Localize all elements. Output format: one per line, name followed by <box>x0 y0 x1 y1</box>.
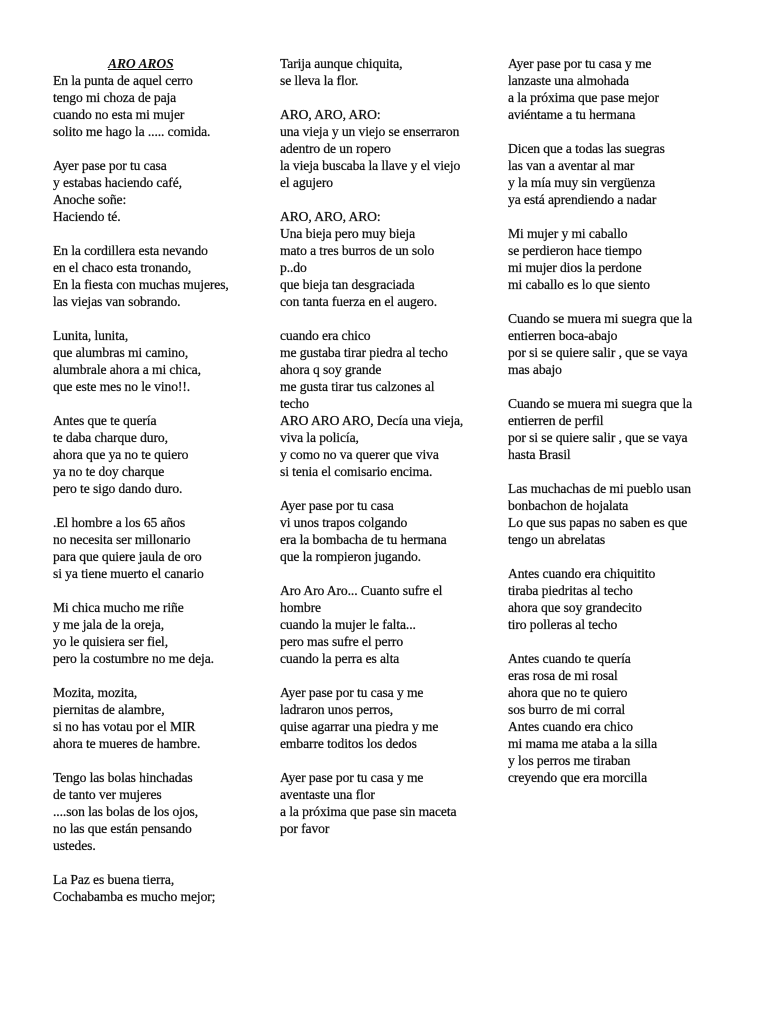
verse-line: p..do <box>280 260 307 275</box>
verse-line: y estabas haciendo café, <box>53 175 182 190</box>
verse-line: a la próxima que pase sin maceta <box>280 804 457 819</box>
verse-line: yo le quisiera ser fiel, <box>53 634 168 649</box>
verse-line: bonbachon de hojalata <box>508 498 629 513</box>
column-1 <box>53 55 275 922</box>
verse-line: Haciendo té. <box>53 209 121 224</box>
verse-line: y la mía muy sin vergüenza <box>508 175 656 190</box>
verse-line: que bieja tan desgraciada <box>280 277 415 292</box>
verse-line: pero la costumbre no me deja. <box>53 651 214 666</box>
verse-line: mas abajo <box>508 362 562 377</box>
verse-line: entierren de perfil <box>508 413 604 428</box>
verse-line: a la próxima que pase mejor <box>508 90 659 105</box>
verse-line: Ayer pase por tu casa y me <box>508 56 652 71</box>
verse-line: ladraron unos perros, <box>280 702 394 717</box>
verse-line: Anoche soñe: <box>53 192 127 207</box>
verse-line: que alumbras mi camino, <box>53 345 189 360</box>
verse-line: ya está aprendiendo a nadar <box>508 192 657 207</box>
verse-line: si no has votau por el MIR <box>53 719 196 734</box>
verse-line: pero mas sufre el perro <box>280 634 404 649</box>
verse-line: en el chaco esta tronando, <box>53 260 192 275</box>
verse-line: era la bombacha de tu hermana <box>280 532 447 547</box>
verse-line: Ayer pase por tu casa <box>53 158 167 173</box>
verse-line: te daba charque duro, <box>53 430 168 445</box>
verse-line: con tanta fuerza en el augero. <box>280 294 438 309</box>
verse-line: me gusta tirar tus calzones al <box>280 379 435 394</box>
verse-line: cuando no esta mi mujer <box>53 107 185 122</box>
verse-line: Lo que sus papas no saben es que <box>508 515 688 530</box>
verse-line: Dicen que a todas las suegras <box>508 141 665 156</box>
verse-line: entierren boca-abajo <box>508 328 618 343</box>
stanza <box>280 497 500 565</box>
verse-line: Antes cuando era chico <box>508 719 633 734</box>
stanza <box>280 55 500 89</box>
stanza <box>53 599 275 667</box>
verse-line: tiraba piedritas al techo <box>508 583 633 598</box>
verse-line: me gustaba tirar piedra al techo <box>280 345 448 360</box>
verse-line: alumbrale ahora a mi chica, <box>53 362 201 377</box>
stanza <box>508 55 728 123</box>
verse-line: Mozita, mozita, <box>53 685 138 700</box>
verse-line: ahora q soy grande <box>280 362 382 377</box>
verse-line: solito me hago la ..... comida. <box>53 124 211 139</box>
verse-line: Ayer pase por tu casa y me <box>280 685 424 700</box>
stanza <box>508 310 728 378</box>
verse-line: ARO, ARO, ARO: <box>280 107 381 122</box>
verse-line: tengo mi choza de paja <box>53 90 177 105</box>
verse-line: mi mujer dios la perdone <box>508 260 642 275</box>
stanza <box>53 514 275 582</box>
verse-line: mato a tres burros de un solo <box>280 243 435 258</box>
verse-line: En la punta de aquel cerro <box>53 73 193 88</box>
verse-line: vi unos trapos colgando <box>280 515 408 530</box>
verse-line: adentro de un ropero <box>280 141 391 156</box>
verse-line: si ya tiene muerto el canario <box>53 566 204 581</box>
stanza <box>508 650 728 786</box>
verse-line: Antes cuando era chiquitito <box>508 566 656 581</box>
verse-line: embarre toditos los dedos <box>280 736 417 751</box>
verse-line: Antes que te quería <box>53 413 157 428</box>
stanza <box>53 412 275 497</box>
verse-line: Tarija aunque chiquita, <box>280 56 403 71</box>
verse-line: ahora que soy grandecito <box>508 600 642 615</box>
verse-line: pero te sigo dando duro. <box>53 481 183 496</box>
verse-line: La Paz es buena tierra, <box>53 872 175 887</box>
verse-line: Tengo las bolas hinchadas <box>53 770 193 785</box>
verse-line: las viejas van sobrando. <box>53 294 181 309</box>
verse-line: Cochabamba es mucho mejor; <box>53 889 216 904</box>
verse-line: Una bieja pero muy bieja <box>280 226 415 241</box>
verse-line: cuando era chico <box>280 328 371 343</box>
verse-line: se lleva la flor. <box>280 73 359 88</box>
verse-line: Mi chica mucho me riñe <box>53 600 184 615</box>
verse-line: aventaste una flor <box>280 787 375 802</box>
verse-line: piernitas de alambre, <box>53 702 165 717</box>
stanza <box>280 208 500 310</box>
verse-line: ahora que ya no te quiero <box>53 447 189 462</box>
verse-line: aviéntame a tu hermana <box>508 107 636 122</box>
verse-line: ....son las bolas de los ojos, <box>53 804 199 819</box>
verse-line: ahora te mueres de hambre. <box>53 736 201 751</box>
verse-line: Aro Aro Aro... Cuanto sufre el <box>280 583 443 598</box>
stanza <box>508 225 728 293</box>
verse-line: una vieja y un viejo se enserraron <box>280 124 460 139</box>
verse-line: sos burro de mi corral <box>508 702 626 717</box>
verse-line: hombre <box>280 600 321 615</box>
stanza <box>280 106 500 191</box>
verse-line: por favor <box>280 821 330 836</box>
verse-line: Antes cuando te quería <box>508 651 631 666</box>
verse-line: ahora que no te quiero <box>508 685 628 700</box>
stanza <box>53 769 275 854</box>
stanza <box>508 140 728 208</box>
verse-line: la vieja buscaba la llave y el viejo <box>280 158 461 173</box>
verse-line: el agujero <box>280 175 333 190</box>
stanza <box>53 157 275 225</box>
document-title: ARO AROS <box>108 56 174 71</box>
verse-line: para que quiere jaula de oro <box>53 549 202 564</box>
verse-line: ARO, ARO, ARO: <box>280 209 381 224</box>
verse-line: hasta Brasil <box>508 447 571 462</box>
verse-line: y los perros me tiraban <box>508 753 631 768</box>
verse-line: mi mama me ataba a la silla <box>508 736 658 751</box>
verse-line: En la fiesta con muchas mujeres, <box>53 277 229 292</box>
verse-line: y como no va querer que viva <box>280 447 439 462</box>
verse-line: eras rosa de mi rosal <box>508 668 618 683</box>
verse-line: que este mes no le vino!!. <box>53 379 191 394</box>
verse-line: techo <box>280 396 309 411</box>
stanza <box>53 242 275 310</box>
verse-line: Lunita, lunita, <box>53 328 129 343</box>
stanza <box>508 565 728 633</box>
stanza <box>280 582 500 667</box>
verse-line: tengo un abrelatas <box>508 532 606 547</box>
verse-line: mi caballo es lo que siento <box>508 277 650 292</box>
verse-line: .El hombre a los 65 años <box>53 515 186 530</box>
stanza <box>280 684 500 752</box>
stanza <box>508 480 728 548</box>
verse-line: creyendo que era morcilla <box>508 770 648 785</box>
verse-line: de tanto ver mujeres <box>53 787 162 802</box>
verse-line: no las que están pensando <box>53 821 192 836</box>
stanza <box>280 327 500 480</box>
verse-line: por si se quiere salir , que se vaya <box>508 345 688 360</box>
stanza <box>53 684 275 752</box>
column-3 <box>508 55 728 803</box>
verse-line: quise agarrar una piedra y me <box>280 719 439 734</box>
stanza <box>53 72 275 140</box>
verse-line: ya no te doy charque <box>53 464 165 479</box>
verse-line: por si se quiere salir , que se vaya <box>508 430 688 445</box>
stanza <box>53 327 275 395</box>
verse-line: tiro polleras al techo <box>508 617 618 632</box>
verse-line: se perdieron hace tiempo <box>508 243 642 258</box>
stanza <box>280 769 500 837</box>
verse-line: Las muchachas de mi pueblo usan <box>508 481 692 496</box>
stanza <box>508 395 728 463</box>
verse-line: si tenia el comisario encima. <box>280 464 433 479</box>
verse-line: viva la policía, <box>280 430 359 445</box>
verse-line: Ayer pase por tu casa <box>280 498 394 513</box>
verse-line: ustedes. <box>53 838 96 853</box>
verse-line: cuando la perra es alta <box>280 651 400 666</box>
verse-line: Cuando se muera mi suegra que la <box>508 311 693 326</box>
verse-line: cuando la mujer le falta... <box>280 617 416 632</box>
verse-line: Mi mujer y mi caballo <box>508 226 628 241</box>
verse-line: no necesita ser millonario <box>53 532 191 547</box>
verse-line: que la rompieron jugando. <box>280 549 421 564</box>
column-2 <box>280 55 500 854</box>
verse-line: En la cordillera esta nevando <box>53 243 208 258</box>
verse-line: Cuando se muera mi suegra que la <box>508 396 693 411</box>
verse-line: las van a aventar al mar <box>508 158 635 173</box>
verse-line: lanzaste una almohada <box>508 73 629 88</box>
verse-line: ARO ARO ARO, Decía una vieja, <box>280 413 464 428</box>
verse-line: Ayer pase por tu casa y me <box>280 770 424 785</box>
stanza <box>53 871 275 905</box>
verse-line: y me jala de la oreja, <box>53 617 165 632</box>
